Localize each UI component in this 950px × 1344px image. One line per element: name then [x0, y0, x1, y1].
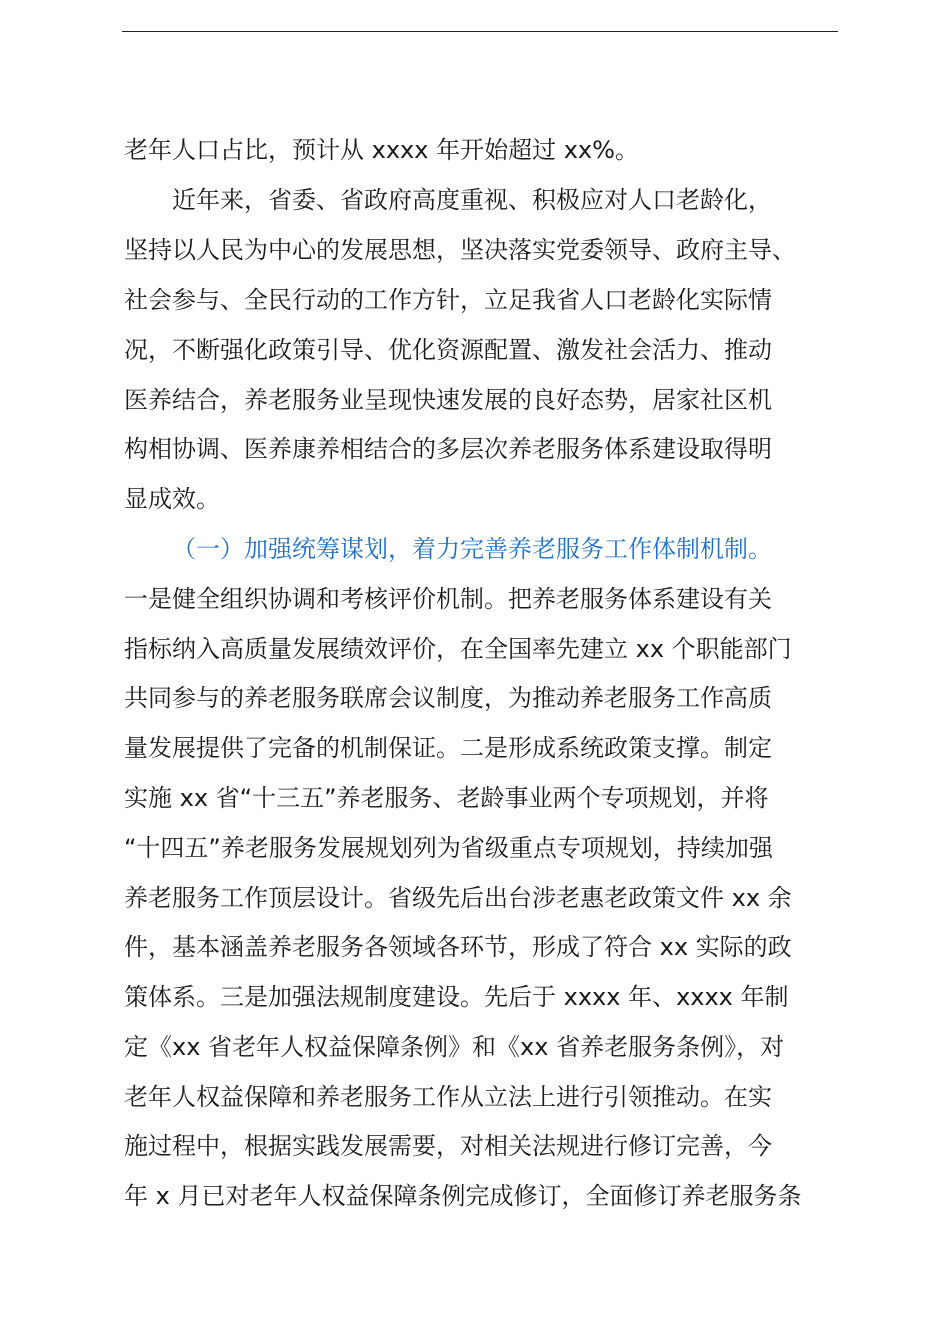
text-line: 定《xx 省老年人权益保障条例》和《xx 省养老服务条例》，对: [124, 1033, 785, 1061]
text-line: 显成效。: [124, 485, 220, 513]
text-line: 坚持以人民为中心的发展思想，坚决落实党委领导、政府主导、: [124, 236, 796, 264]
text-line: 构相协调、医养康养相结合的多层次养老服务体系建设取得明: [124, 435, 772, 463]
text-line: 年 x 月已对老年人权益保障条例完成修订，全面修订养老服务条: [124, 1182, 802, 1210]
text-line: 共同参与的养老服务联席会议制度，为推动养老服务工作高质: [124, 684, 772, 712]
text-line: 实施 xx 省“十三五”养老服务、老龄事业两个专项规划，并将: [124, 784, 769, 812]
text-line: 老年人口占比，预计从 xxxx 年开始超过 xx%。: [124, 136, 639, 164]
section-heading: （一）加强统筹谋划，着力完善养老服务工作体制机制。: [172, 535, 772, 563]
text-line: 况，不断强化政策引导、优化资源配置、激发社会活力、推动: [124, 336, 772, 364]
paragraph-start-line: 近年来，省委、省政府高度重视、积极应对人口老龄化，: [172, 186, 772, 214]
text-line: 策体系。三是加强法规制度建设。先后于 xxxx 年、xxxx 年制: [124, 983, 789, 1011]
text-line: 件，基本涵盖养老服务各领域各环节，形成了符合 xx 实际的政: [124, 933, 792, 961]
text-line: 社会参与、全民行动的工作方针，立足我省人口老龄化实际情: [124, 286, 772, 314]
text-line: 量发展提供了完备的机制保证。二是形成系统政策支撑。制定: [124, 734, 772, 762]
text-line: 一是健全组织协调和考核评价机制。把养老服务体系建设有关: [124, 585, 772, 613]
text-line: 施过程中，根据实践发展需要，对相关法规进行修订完善，今: [124, 1132, 772, 1160]
text-line: 老年人权益保障和养老服务工作从立法上进行引领推动。在实: [124, 1083, 772, 1111]
text-line: 指标纳入高质量发展绩效评价，在全国率先建立 xx 个职能部门: [124, 635, 792, 663]
text-line: 养老服务工作顶层设计。省级先后出台涉老惠老政策文件 xx 余: [124, 884, 792, 912]
text-line: 医养结合，养老服务业呈现快速发展的良好态势，居家社区机: [124, 386, 772, 414]
text-line: “十四五”养老服务发展规划列为省级重点专项规划，持续加强: [124, 834, 773, 862]
